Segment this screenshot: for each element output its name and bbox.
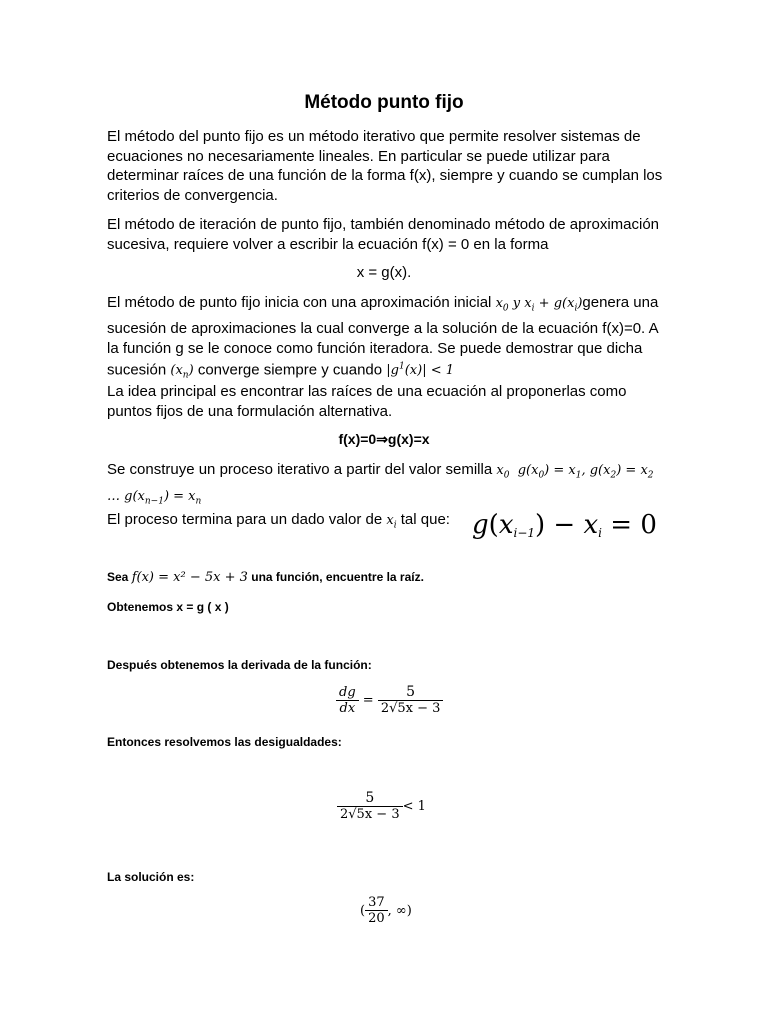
paragraph-idea: La idea principal es encontrar las raíces de una ecuación al proponerlas como puntos fijos de una formulación alternativa. [107,383,627,420]
example-inequality-label: Entonces resolvemos las desigualdades: [107,735,342,749]
paragraph-intro: El método del punto fijo es un método iterativo que permite resolver sistemas de ecuaciones no necesariamente lineales. En particular se puede utilizar para determinar raíces de una función de la forma f(x), siempre y cuando se cumplan los criterios de convergencia. [107,128,663,204]
equation-fixed-point: f(x)=0⇒g(x)=x [338,431,430,447]
paragraph-method: El método de punto fijo inicia con una aproximación inicial $x_0$ y $x_i$ + $g(x_i)genera$ una sucesión de aproximaciones la cual converge a la solución de la ecuación f(x)=0. A la función g se le conoce como función iteradora. Se puede demostrar que dicha sucesión $(x_n)$ converge siempre y cuando $|g^1(x)| < 1$ [107,294,659,382]
derivative-equation: $\frac{dg}{dx}$ = $\frac{5}{2√5x - 3}$ [336,684,443,716]
paragraph-iteration: El método de iteración de punto fijo, también denominado método de aproximación sucesiva, requiere volver a escribir la ecuación f(x) = 0 en la forma [107,216,660,253]
solution-interval: ( $\frac{37}{20}$ , ∞) [360,895,412,926]
paragraph-termination: El proceso termina para un dado valor de $x_i$ tal que: [107,511,450,531]
inequality-equation: $\frac{5}{2√5x - 3}$ < 1 [337,790,426,822]
example-obtain: Obtenemos x = g ( x ) [107,600,229,614]
paragraph-iterative-process: Se construye un proceso iterativo a partir del valor semilla $x_0$ $g(x_0) = x_1$, $g(x_2) = x_2$ … $g(x_{n-1}) = x_n$ [107,461,654,507]
example-solution-label: La solución es: [107,870,195,884]
termination-equation: $g(x_{i-1}) - x_i = 0$ [472,510,657,541]
page-title: Método punto fijo [304,92,464,113]
equation-x-equals-gx: x = g(x). [356,264,412,281]
example-derivative-label: Después obtenemos la derivada de la función: [107,658,372,672]
example-intro: Sea f(x) = x² − 5x + 3 una función, encuentre la raíz. [107,570,424,585]
